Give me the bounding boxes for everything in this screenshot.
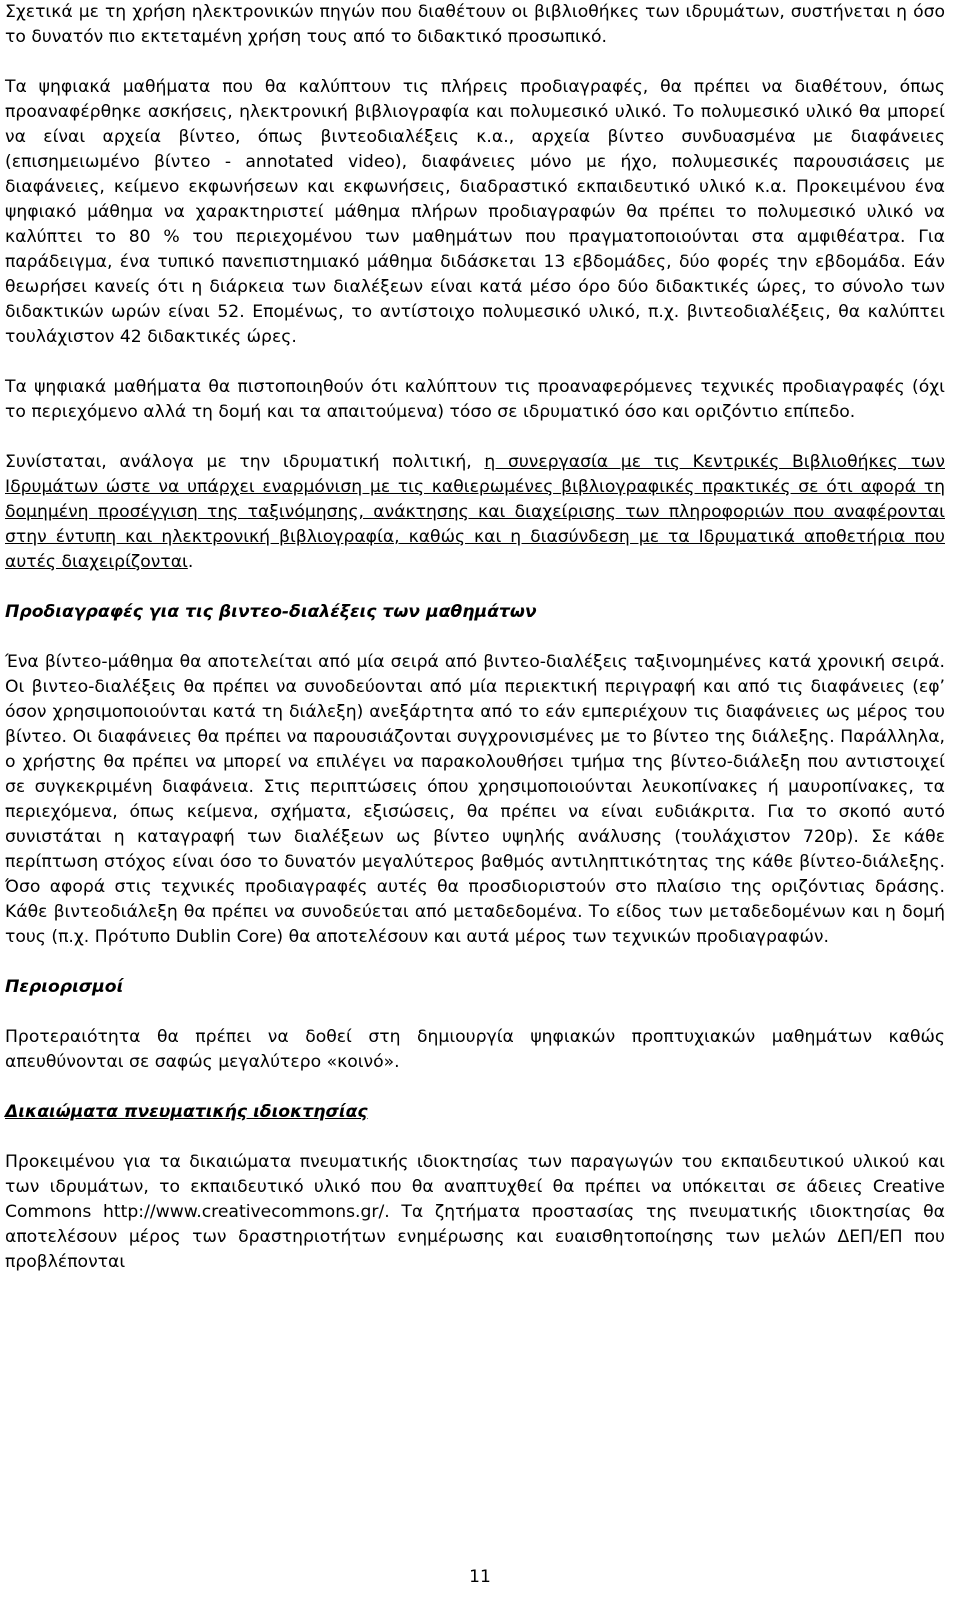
paragraph-video-lecture-specs: Ένα βίντεο-μάθημα θα αποτελείται από μία σειρά από βιντεο-διαλέξεις ταξινομημένες κατά χρονική σειρά. Οι βιντεο-διαλέξεις θα πρέπει να συνοδεύονται από μία περιεκτική περιγραφή και από τις διαφάνειες (εφ’ όσον χρησιμοποιούνται κατά τη διάλεξη) ανεξάρτητα από το εάν εμπεριέχουν τις διαφάνειες ως μέρος του βίντεο. Οι διαφάνειες θα πρέπει να παρουσιάζονται συγχρονισμένες με το βίντεο της διάλεξης. Παράλληλα, ο χρήστης θα πρέπει να μπορεί να επιλέγει να παρακολουθήσει τμήμα της βίντεο-διάλεξη που αντιστοιχεί σε συγκεκριμένη διαφάνεια. Στις περιπτώσεις όπου χρησιμοποιούνται λευκοπίνακες ή μαυροπίνακες, τα περιεχόμενα, όπως κείμενα, σχήματα, εξισώσεις, θα πρέπει να είναι ευδιάκριτα. Για το σκοπό αυτό συνιστάται η καταγραφή των διαλέξεων ως βίντεο υψηλής ανάλυσης (τουλάχιστον 720p). Σε κάθε περίπτωση στόχος είναι όσο το δυνατόν μεγαλύτερος βαθμός αντιληπτικότητας της κάθε βίντεο-διάλεξης. Όσο αφορά στις τεχνικές προδιαγραφές αυτές θα προσδιοριστούν στο πλαίσιο της οριζόντιας δράσης. Κάθε βιντεοδιάλεξη θα πρέπει να συνοδεύεται από μεταδεδομένα. Το είδος των μεταδεδομένων και η δομή τους (π.χ. Πρότυπο Dublin Core) θα αποτελέσουν και αυτά μέρος των τεχνικών προδιαγραφών. <box>5 652 945 947</box>
spacer <box>5 1125 945 1150</box>
spacer <box>5 950 945 975</box>
paragraph-limitations: Προτεραιότητα θα πρέπει να δοθεί στη δημιουργία ψηφιακών προπτυχιακών μαθημάτων καθώς απευθύνονται σε σαφώς μεγαλύτερο «κοινό». <box>5 1027 945 1072</box>
heading-video-lectures: Προδιαγραφές για τις βιντεο-διαλέξεις των μαθημάτων <box>5 602 537 622</box>
paragraph-library-cooperation <box>5 450 945 575</box>
spacer <box>5 1000 945 1025</box>
spacer <box>5 1075 945 1100</box>
page-number: 11 <box>469 1567 491 1587</box>
heading-copyright: Δικαιώματα πνευματικής ιδιοκτησίας <box>5 1102 368 1122</box>
spacer <box>5 575 945 600</box>
spacer <box>5 50 945 75</box>
spacer <box>5 425 945 450</box>
paragraph-copyright: Προκειμένου για τα δικαιώματα πνευματικής ιδιοκτησίας των παραγωγών του εκπαιδευτικού υλικού και των ιδρυμάτων, το εκπαιδευτικό υλικό που θα αναπτυχθεί θα πρέπει να υπόκειται σε άδειες Creative Commons http://www.creativecommons.gr/. Τα ζητήματα προστασίας της πνευματικής ιδιοκτησίας θα αποτελέσουν μέρος των δραστηριοτήτων ενημέρωσης και ευαισθητοποίησης των μελών ΔΕΠ/ΕΠ που προβλέπονται <box>5 1152 945 1272</box>
spacer <box>5 625 945 650</box>
spacer <box>5 350 945 375</box>
paragraph-digital-courses-multimedia: Τα ψηφιακά μαθήματα που θα καλύπτουν τις πλήρεις προδιαγραφές, θα πρέπει να διαθέτουν, όπως προαναφέρθηκε ασκήσεις, ηλεκτρονική βιβλιογραφία και πολυμεσικό υλικό. Το πολυμεσικό υλικό θα μπορεί να είναι αρχεία βίντεο, όπως βιντεοδιαλέξεις κ.α., αρχεία βίντεο συνδυασμένα με διαφάνειες (επισημειωμένο βίντεο - annotated video), διαφάνειες μόνο με ήχο, πολυμεσικές παρουσιάσεις με διαφάνειες, κείμενο εκφωνήσεων και εκφωνήσεις, διαδραστικό εκπαιδευτικό υλικό κ.α. Προκειμένου ένα ψηφιακό μάθημα να χαρακτηριστεί μάθημα πλήρων προδιαγραφών θα πρέπει το πολυμεσικό υλικό να καλύπτει το 80 % του περιεχομένου των μαθημάτων που πραγματοποιούνται στα αμφιθέατρα. Για παράδειγμα, ένα τυπικό πανεπιστημιακό μάθημα διδάσκεται 13 εβδομάδες, δύο φορές την εβδομάδα. Εάν θεωρήσει κανείς ότι η διάρκεια των διαλέξεων είναι κατά μέσο όρο δύο διδακτικές ώρες, το σύνολο των διδακτικών ωρών είναι 52. Επομένως, το αντίστοιχο πολυμεσικό υλικό, π.χ. βιντεοδιαλέξεις, θα καλύπτει τουλάχιστον 42 διδακτικές ώρες. <box>5 77 945 347</box>
paragraph-electronic-sources: Σχετικά με τη χρήση ηλεκτρονικών πηγών που διαθέτουν οι βιβλιοθήκες των ιδρυμάτων, συστήνεται η όσο το δυνατόν πιο εκτεταμένη χρήση τους από το διδακτικό προσωπικό. <box>5 2 945 47</box>
paragraph-certification: Τα ψηφιακά μαθήματα θα πιστοποιηθούν ότι καλύπτουν τις προαναφερόμενες τεχνικές προδιαγραφές (όχι το περιεχόμενο αλλά τη δομή και τα απαιτούμενα) τόσο σε ιδρυματικό όσο και οριζόντιο επίπεδο. <box>5 377 945 422</box>
heading-limitations: Περιορισμοί <box>5 977 124 997</box>
paragraph-library-cooperation-end: . <box>187 552 194 572</box>
paragraph-library-cooperation-start: Συνίσταται, ανάλογα με την ιδρυματική πολιτική, <box>5 452 485 472</box>
paragraph-library-cooperation-underlined: η συνεργασία με τις Κεντρικές Βιβλιοθήκες των Ιδρυμάτων ώστε να υπάρχει εναρμόνιση με τις καθιερωμένες βιβλιογραφικές πρακτικές σε ότι αφορά τη δομημένη προσέγγιση της ταξινόμησης, ανάκτησης και διαχείρισης των πληροφοριών που αναφέρονται στην έντυπη και ηλεκτρονική βιβλιογραφία, καθώς και η διασύνδεση με τα Ιδρυματικά αποθετήρια που αυτές διαχειρίζονται <box>5 452 945 572</box>
